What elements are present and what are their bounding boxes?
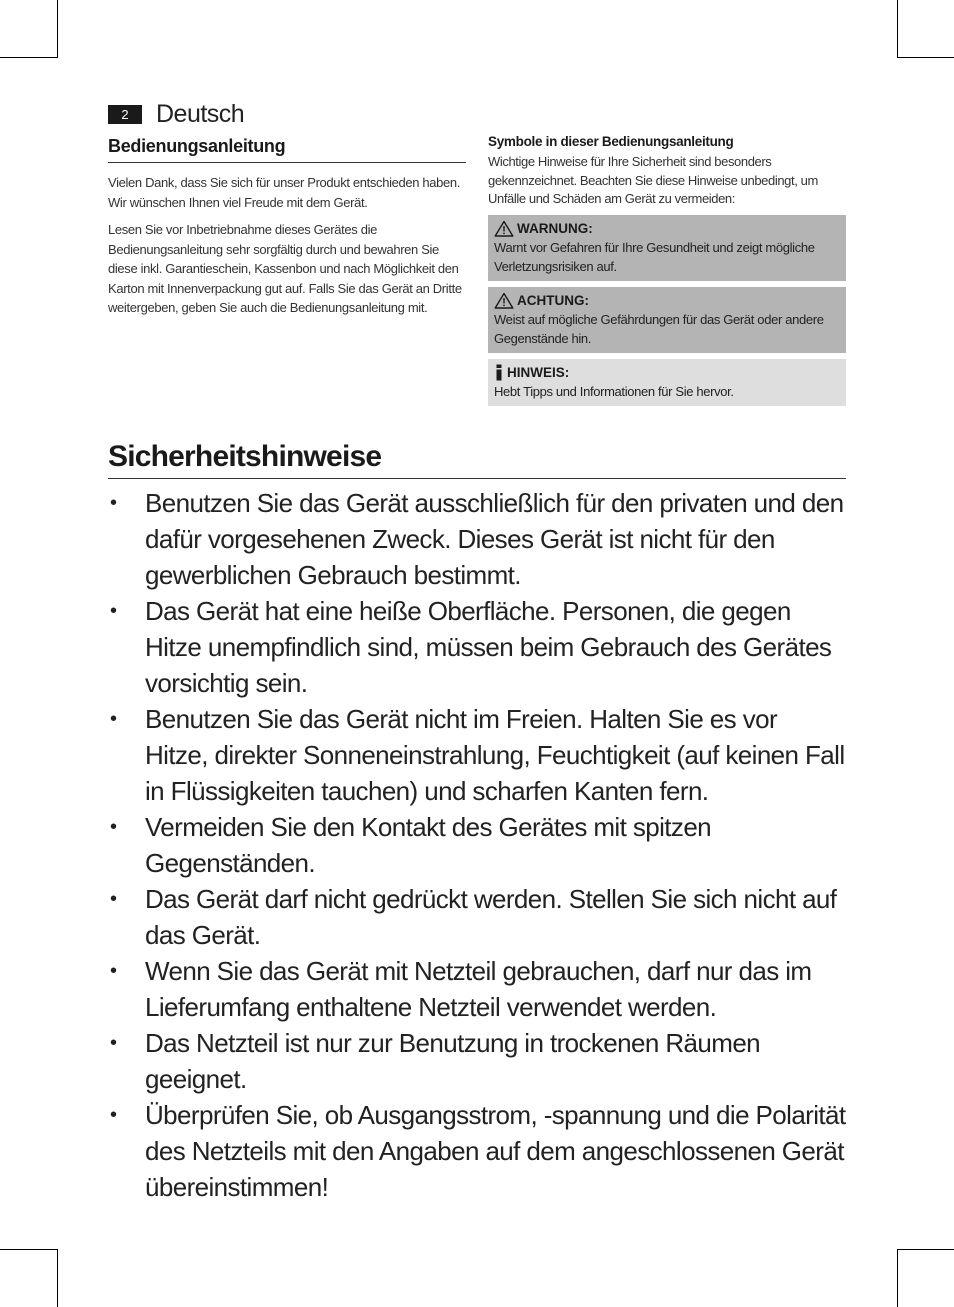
safety-list xyxy=(108,485,846,1205)
note-title-row xyxy=(494,364,840,382)
bullet: • xyxy=(110,600,117,622)
safety-item xyxy=(108,593,846,701)
page-header xyxy=(108,100,244,128)
bullet: • xyxy=(110,492,117,514)
warning-title-row xyxy=(494,220,840,238)
warning-triangle-icon xyxy=(494,292,514,309)
safety-item xyxy=(108,701,846,809)
bullet: • xyxy=(110,816,117,838)
caution-title-row xyxy=(494,292,840,310)
info-icon xyxy=(494,364,504,381)
safety-item xyxy=(108,1097,846,1205)
warning-text: Warnt vor Gefahren für Ihre Gesundheit und zeigt mögliche Verletzungsrisiken auf. xyxy=(494,239,815,274)
note-box xyxy=(488,359,846,406)
caution-box xyxy=(488,287,846,353)
safety-item-text: Überprüfen Sie, ob Ausgangsstrom, -spannung und die Polarität des Netzteils mit den Angaben auf dem angeschlossenen Gerät übereinstimmen! xyxy=(145,1100,846,1202)
crop-mark xyxy=(897,1249,954,1250)
note-title: HINWEIS: xyxy=(507,364,570,380)
safety-heading: Sicherheitshinweise xyxy=(108,440,846,479)
safety-item xyxy=(108,1025,846,1097)
safety-item xyxy=(108,485,846,593)
manual-heading: Bedienungsanleitung xyxy=(108,136,466,163)
safety-item-text: Wenn Sie das Gerät mit Netzteil gebrauchen, darf nur das im Lieferumfang enthaltene Netzteil verwendet werden. xyxy=(145,956,812,1022)
safety-item-text: Das Gerät darf nicht gedrückt werden. Stellen Sie sich nicht auf das Gerät. xyxy=(145,884,837,950)
safety-section xyxy=(108,440,846,1205)
note-text: Hebt Tipps und Informationen für Sie hervor. xyxy=(494,383,734,399)
bullet: • xyxy=(110,888,117,910)
caution-title: ACHTUNG: xyxy=(517,292,589,308)
bullet: • xyxy=(110,1032,117,1054)
bullet: • xyxy=(110,1104,117,1126)
symbols-intro: Wichtige Hinweise für Ihre Sicherheit sind besonders gekennzeichnet. Beachten Sie diese Hinweise unbedingt, um Unfälle und Schäden am Gerät zu vermeiden: xyxy=(488,154,818,206)
bullet: • xyxy=(110,960,117,982)
safety-item-text: Benutzen Sie das Gerät ausschließlich für den privaten und den dafür vorgesehenen Zweck. Dieses Gerät ist nicht für den gewerblichen Gebrauch bestimmt. xyxy=(145,488,844,590)
crop-mark xyxy=(0,1249,58,1250)
crop-mark xyxy=(897,57,954,58)
bullet: • xyxy=(110,708,117,730)
safety-item-text: Benutzen Sie das Gerät nicht im Freien. Halten Sie es vor Hitze, direkter Sonneneinstrahlung, Feuchtigkeit (auf keinen Fall in Flüssigkeiten tauchen) und scharfen Kanten fern. xyxy=(145,704,845,806)
language-label: Deutsch xyxy=(156,99,245,128)
safety-item-text: Vermeiden Sie den Kontakt des Gerätes mit spitzen Gegenständen. xyxy=(145,812,712,878)
crop-mark xyxy=(897,1249,898,1307)
page-number: 2 xyxy=(108,105,142,124)
crop-mark xyxy=(0,57,58,58)
crop-mark xyxy=(897,0,898,58)
symbols-heading: Symbole in dieser Bedienungsanleitung xyxy=(488,134,734,149)
crop-mark xyxy=(57,0,58,58)
safety-item xyxy=(108,881,846,953)
intro-paragraph: Vielen Dank, dass Sie sich für unser Produkt entschieden haben. Wir wünschen Ihnen viel Freude mit dem Gerät. xyxy=(108,175,461,210)
warning-box xyxy=(488,215,846,281)
manual-section xyxy=(108,136,466,326)
intro-paragraph: Lesen Sie vor Inbetriebnahme dieses Gerätes die Bedienungsanleitung sehr sorgfältig durch und bewahren Sie diese inkl. Garantieschein, Kassenbon und nach Möglichkeit den Karton mit Innenverpackung gut auf. Falls Sie das Gerät an Dritte weitergeben, geben Sie auch die Bedienungsanleitung mit. xyxy=(108,222,462,315)
safety-item-text: Das Netzteil ist nur zur Benutzung in trockenen Räumen geeignet. xyxy=(145,1028,761,1094)
safety-item xyxy=(108,953,846,1025)
warning-triangle-icon xyxy=(494,220,514,237)
safety-item xyxy=(108,809,846,881)
caution-text: Weist auf mögliche Gefährdungen für das Gerät oder andere Gegenstände hin. xyxy=(494,311,824,346)
symbols-section xyxy=(488,134,846,412)
safety-item-text: Das Gerät hat eine heiße Oberfläche. Personen, die gegen Hitze unempfindlich sind, müssen beim Gebrauch des Gerätes vorsichtig sein. xyxy=(145,596,832,698)
warning-title: WARNUNG: xyxy=(517,220,593,236)
crop-mark xyxy=(57,1249,58,1307)
